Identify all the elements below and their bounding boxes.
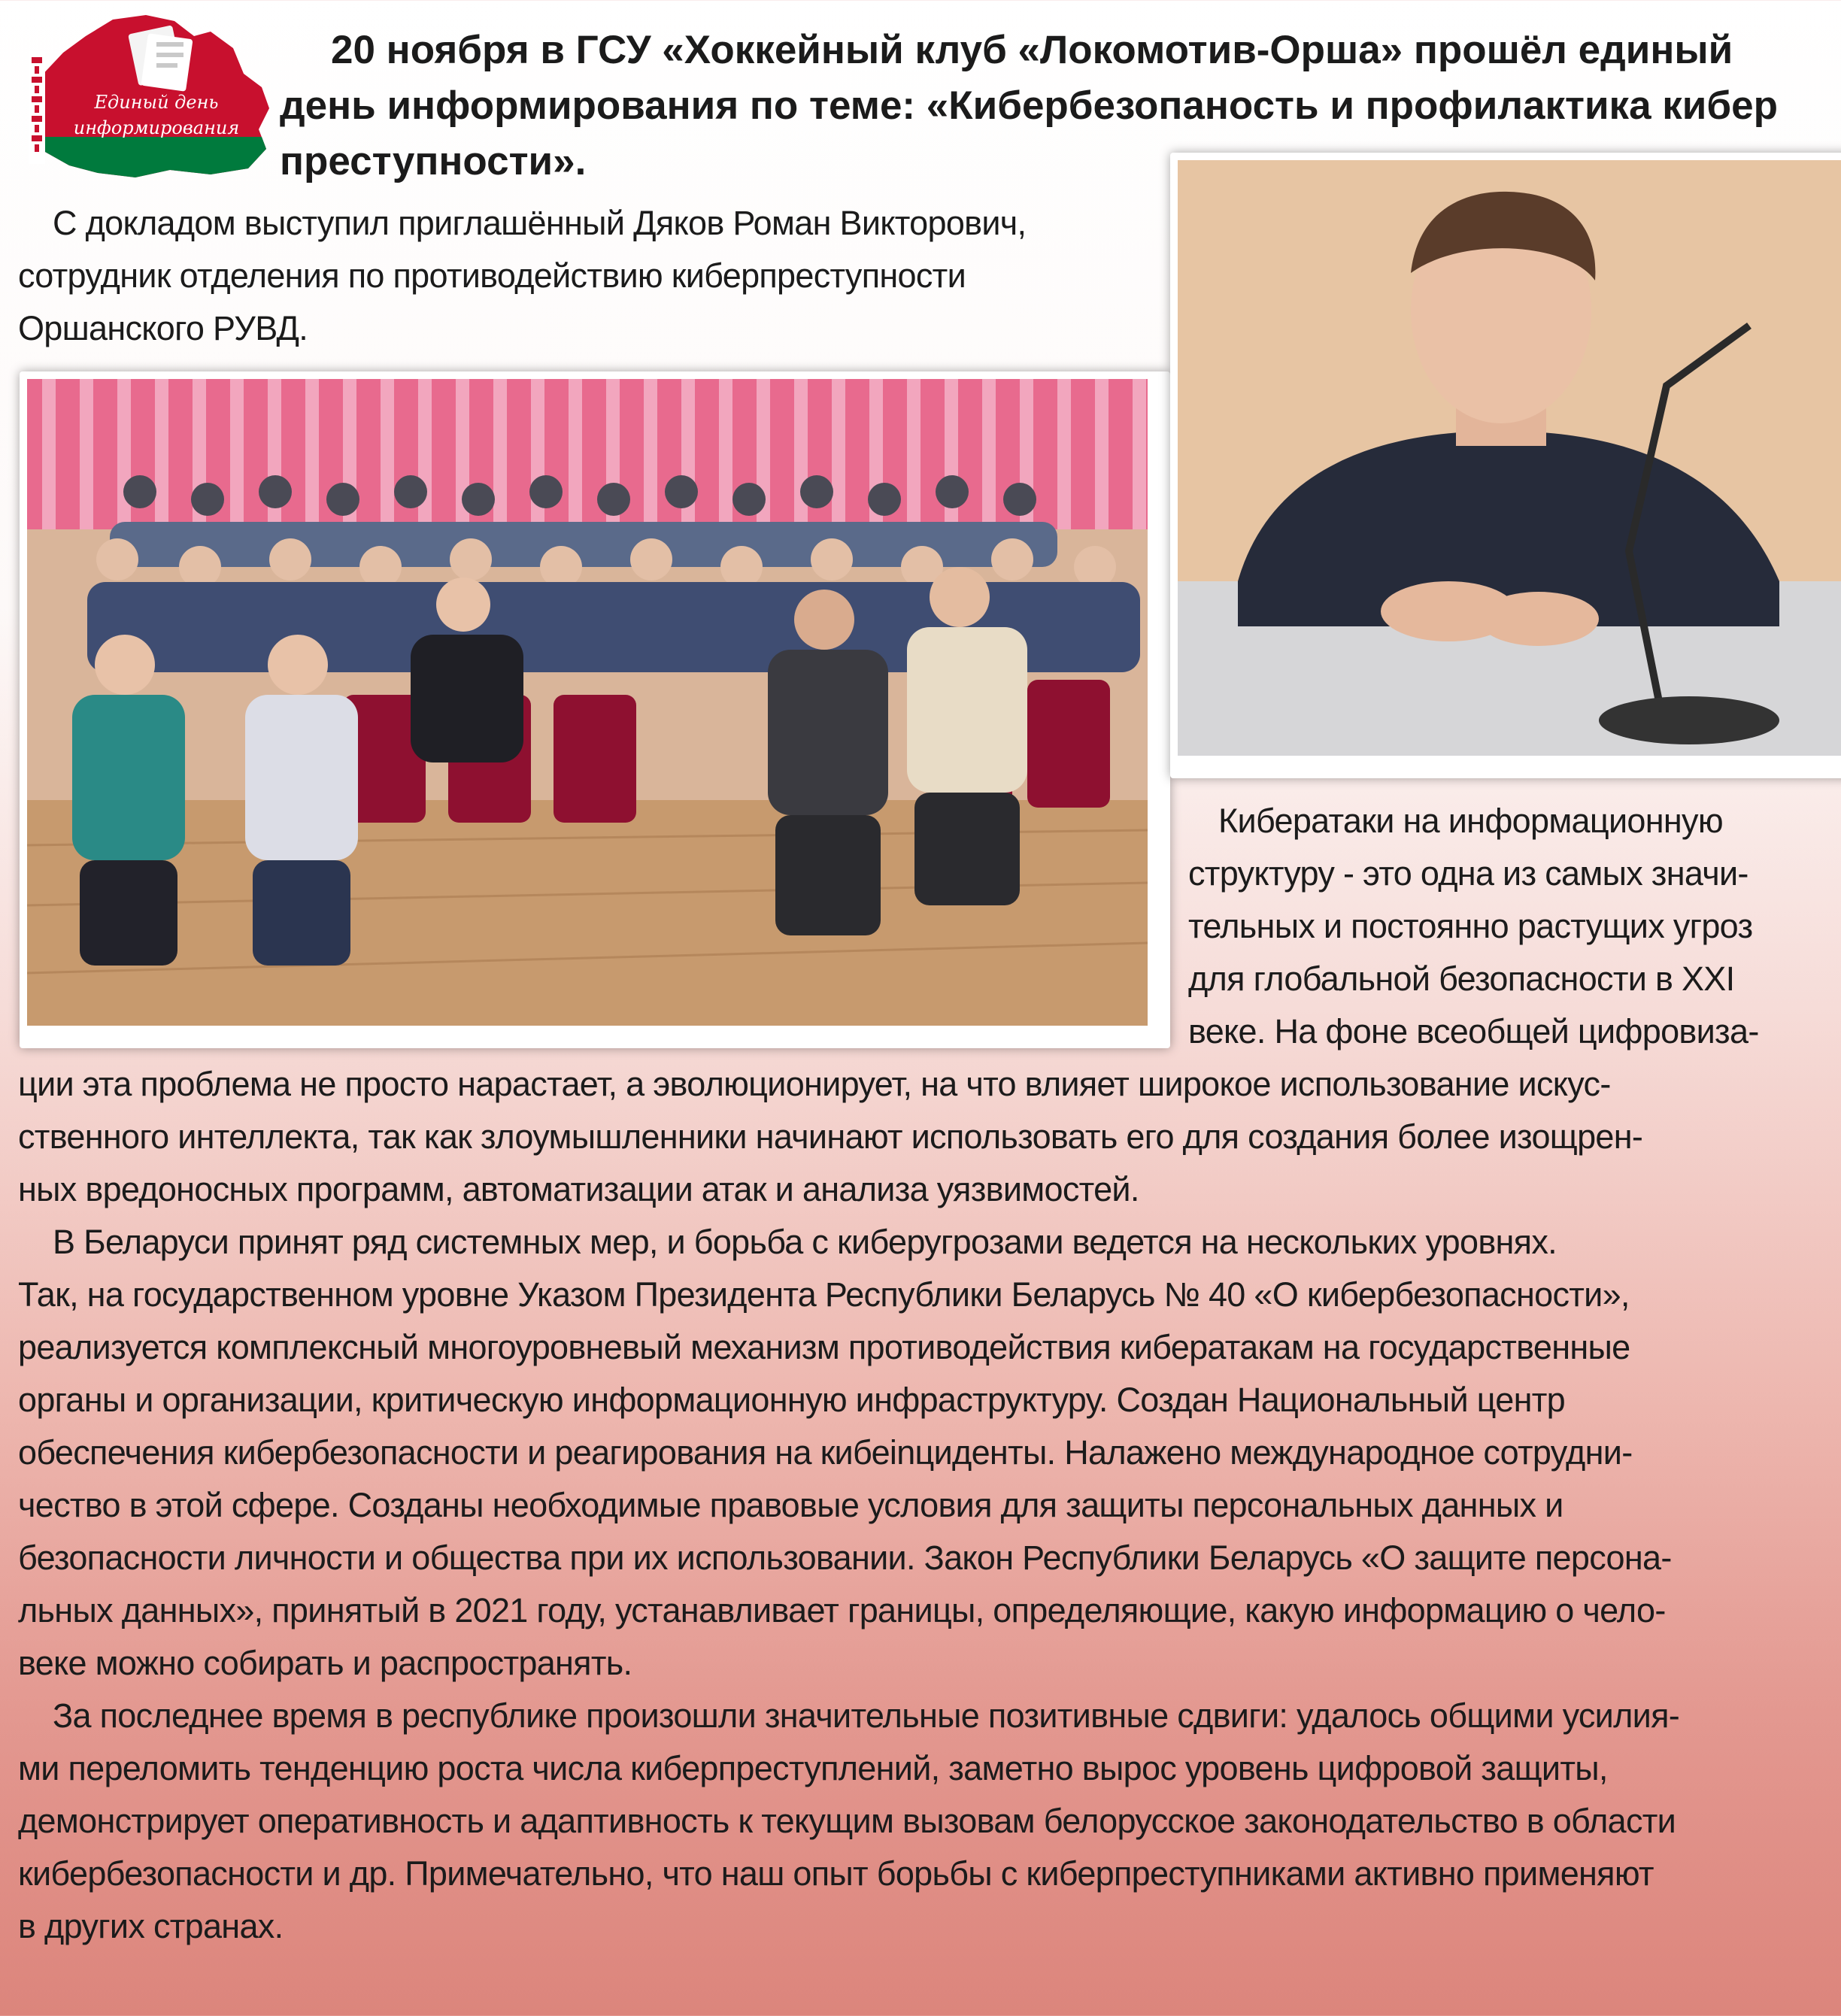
article-line: За последнее время в республике произошли значительные позитивные сдвиги: удалось общими усилия- (53, 1696, 1680, 1735)
article-line: чество в этой сфере. Созданы необходимые правовые условия для защиты персональных данных и (18, 1486, 1563, 1524)
speaker-photo (1170, 153, 1841, 778)
intro-line: сотрудник отделения по противодействию киберпреступности (18, 256, 966, 295)
side-line: тельных и постоянно растущих угроз (1188, 907, 1753, 945)
logo-text-line1: Единый день (94, 92, 219, 113)
article-line: в других странах. (18, 1907, 284, 1945)
article-line: ми переломить тенденцию роста числа киберпреступлений, заметно вырос уровень цифровой защиты, (18, 1749, 1608, 1787)
headline-line: 20 ноября в ГСУ «Хоккейный клуб «Локомотив-Орша» прошёл единый (331, 28, 1733, 72)
headline-line: день информирования по теме: «Кибербезопаность и профилактика кибер (280, 83, 1778, 128)
article-line: кибербезопасности и др. Примечательно, что наш опыт борьбы с киберпреступниками активно применяют (18, 1854, 1654, 1893)
article-line: ции эта проблема не просто нарастает, а эволюционирует, на что влияет широкое использование искус- (18, 1065, 1611, 1103)
headline-line: преступности». (280, 139, 587, 183)
article-line: органы и организации, критическую информационную инфраструктуру. Создан Национальный центр (18, 1381, 1565, 1419)
main-article-text (18, 1058, 1830, 1953)
article-line: обеспечения кибербезопасности и реагирования на кибеinциденты. Налажено международное сотрудни- (18, 1433, 1633, 1472)
logo-unified-information-day (14, 9, 278, 180)
logo-text-line2: информирования (73, 117, 240, 138)
article-line: Так, на государственном уровне Указом Президента Республики Беларусь № 40 «О кибербезопасности», (18, 1275, 1630, 1314)
side-paragraph (1188, 795, 1827, 1058)
article-line: веке можно собирать и распространять. (18, 1644, 632, 1682)
article-line: ных вредоносных программ, автоматизации атак и анализа уязвимостей. (18, 1170, 1139, 1208)
article-line: реализуется комплексный многоуровневый механизм противодействия кибератакам на государственные (18, 1328, 1630, 1366)
side-line: Кибератаки на информационную (1218, 802, 1723, 840)
audience-photo (20, 371, 1170, 1048)
article-line: льных данных», принятый в 2021 году, устанавливает границы, определяющие, какую информацию о чело- (18, 1591, 1666, 1629)
intro-line: С докладом выступил приглашённый Дяков Роман Викторович, (53, 204, 1027, 242)
article-line: демонстрирует оперативность и адаптивность к текущим вызовам белорусское законодательство в области (18, 1802, 1676, 1840)
article-line: безопасности личности и общества при их использовании. Закон Республики Беларусь «О защите персона- (18, 1539, 1672, 1577)
intro-line: Оршанского РУВД. (18, 309, 308, 347)
article-line: ственного интеллекта, так как злоумышленники начинают использовать его для создания более изощрен- (18, 1117, 1643, 1156)
intro-paragraph (18, 197, 1146, 355)
side-line: структуру - это одна из самых значи- (1188, 854, 1748, 893)
side-line: веке. На фоне всеобщей цифровиза- (1188, 1012, 1759, 1050)
article-line: В Беларуси принят ряд системных мер, и борьба с киберугрозами ведется на нескольких уровнях. (53, 1223, 1557, 1261)
side-line: для глобальной безопасности в XXI (1188, 959, 1735, 998)
